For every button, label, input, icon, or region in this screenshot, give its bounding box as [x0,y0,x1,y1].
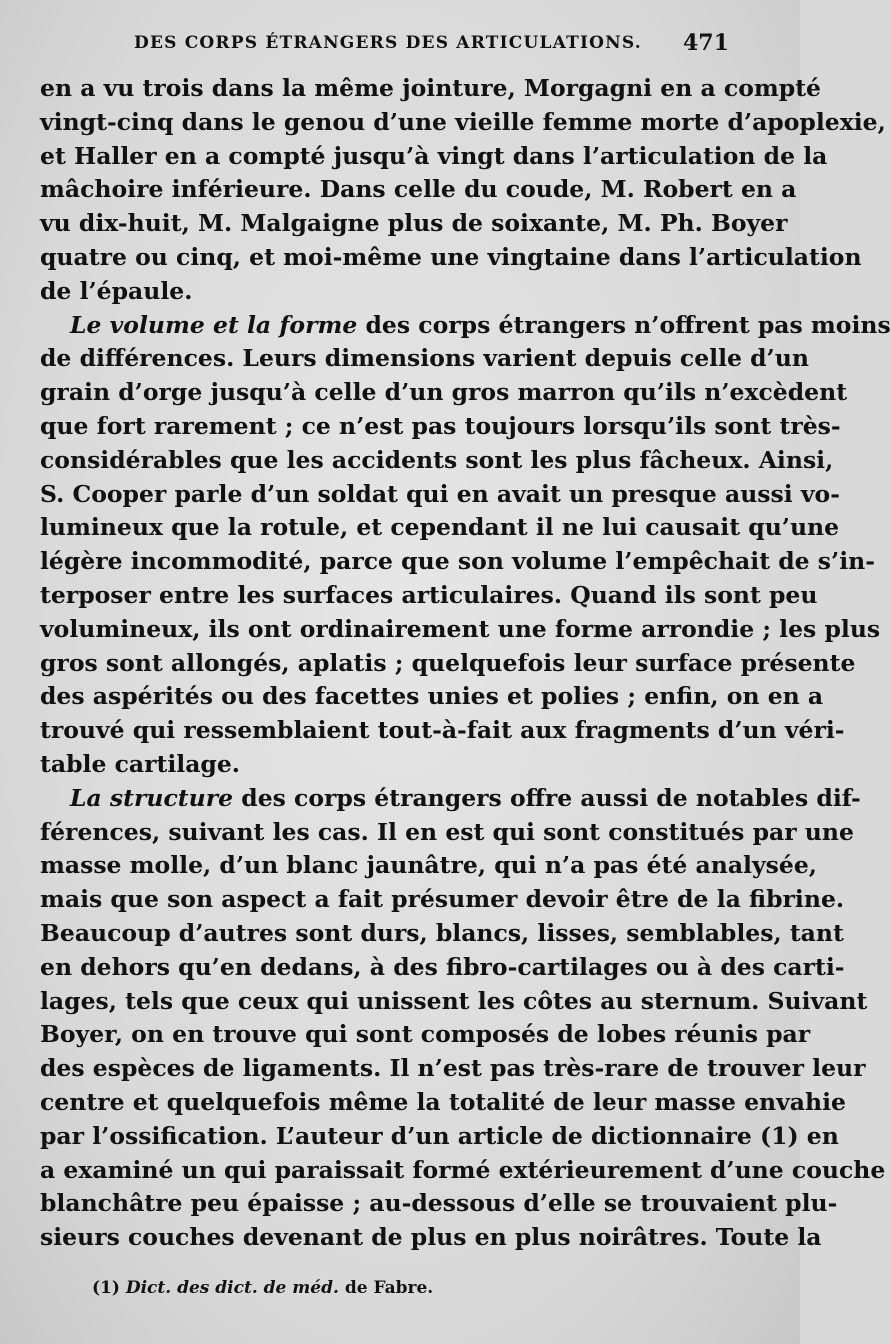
text-line: blanchâtre peu épaisse ; au-dessous d’elle se trouvaient plu- [40,1189,838,1218]
footnote-italic: Dict. des dict. de méd. [125,1278,339,1298]
text-line: légère incommodité, parce que son volume l’empêchait de s’in- [40,547,875,576]
footnote [92,1278,433,1298]
text-line: grain d’orge jusqu’à celle d’un gros marron qu’ils n’excèdent [40,378,848,407]
text-line: considérables que les accidents sont les plus fâcheux. Ainsi, [40,445,834,474]
text-line: de différences. Leurs dimensions varient depuis celle d’un [40,344,809,373]
text-line: et Haller en a compté jusqu’à vingt dans l’articulation de la [40,141,828,170]
text-line: en dehors qu’en dedans, à des fibro-cartilages ou à des carti- [40,952,845,981]
text-line: Beaucoup d’autres sont durs, blancs, lisses, semblables, tant [40,918,844,947]
text-line: Boyer, on en trouve qui sont composés de lobes réunis par [40,1020,811,1049]
paragraph-lead-line [40,782,861,816]
text-line: masse molle, d’un blanc jaunâtre, qui n’a pas été analysée, [40,851,817,880]
running-head: DES CORPS ÉTRANGERS DES ARTICULATIONS. [134,33,642,53]
text-line: des aspérités ou des facettes unies et polies ; enfin, on en a [40,682,824,711]
footnote-marker: (1) [92,1278,120,1298]
italic-lead: Le volume et la forme [70,310,358,339]
lead-rest: des corps étrangers n’offrent pas moins [357,310,891,339]
text-line: par l’ossification. L’auteur d’un article de dictionnaire (1) en [40,1121,839,1150]
text-line: férences, suivant les cas. Il en est qui sont constitués par une [40,817,854,846]
text-line: volumineux, ils ont ordinairement une forme arrondie ; les plus [40,614,881,643]
text-line: vu dix-huit, M. Malgaigne plus de soixante, M. Ph. Boyer [40,209,788,238]
text-line: mâchoire inférieure. Dans celle du coude, M. Robert en a [40,175,797,204]
text-line: sieurs couches devenant de plus en plus noirâtres. Toute la [40,1223,822,1252]
text-line: en a vu trois dans la même jointure, Morgagni en a compté [40,74,821,102]
text-line: lages, tels que ceux qui unissent les côtes au sternum. Suivant [40,986,868,1015]
text-line: lumineux que la rotule, et cependant il ne lui causait qu’une [40,513,840,542]
lead-rest: des corps étrangers offre aussi de notables dif- [233,783,861,812]
text-line: trouvé qui ressemblaient tout-à-fait aux fragments d’un véri- [40,716,845,745]
text-line: mais que son aspect a fait présumer devoir être de la fibrine. [40,885,845,914]
text-line: terposer entre les surfaces articulaires. Quand ils sont peu [40,580,818,609]
italic-lead: La structure [70,783,234,812]
text-line: S. Cooper parle d’un soldat qui en avait un presque aussi vo- [40,479,840,508]
text-line: de l’épaule. [40,276,193,305]
text-line: vingt-cinq dans le genou d’une vieille femme morte d’apoplexie, [40,107,886,136]
text-line: gros sont allongés, aplatis ; quelquefois leur surface présente [40,648,856,677]
footnote-rest: de Fabre. [338,1278,434,1298]
page-number: 471 [683,30,729,56]
text-line: centre et quelquefois même la totalité de leur masse envahie [40,1087,846,1116]
paragraph-lead-line [40,309,891,343]
text-line: a examiné un qui paraissait formé extérieurement d’une couche [40,1155,886,1184]
page-header [0,30,800,60]
body-text [40,72,891,1255]
text-line: des espèces de ligaments. Il n’est pas très-rare de trouver leur [40,1054,866,1083]
text-line: table cartilage. [40,749,240,778]
text-line: que fort rarement ; ce n’est pas toujours lorsqu’ils sont très- [40,411,841,440]
text-line: quatre ou cinq, et moi-même une vingtaine dans l’articulation [40,242,862,271]
